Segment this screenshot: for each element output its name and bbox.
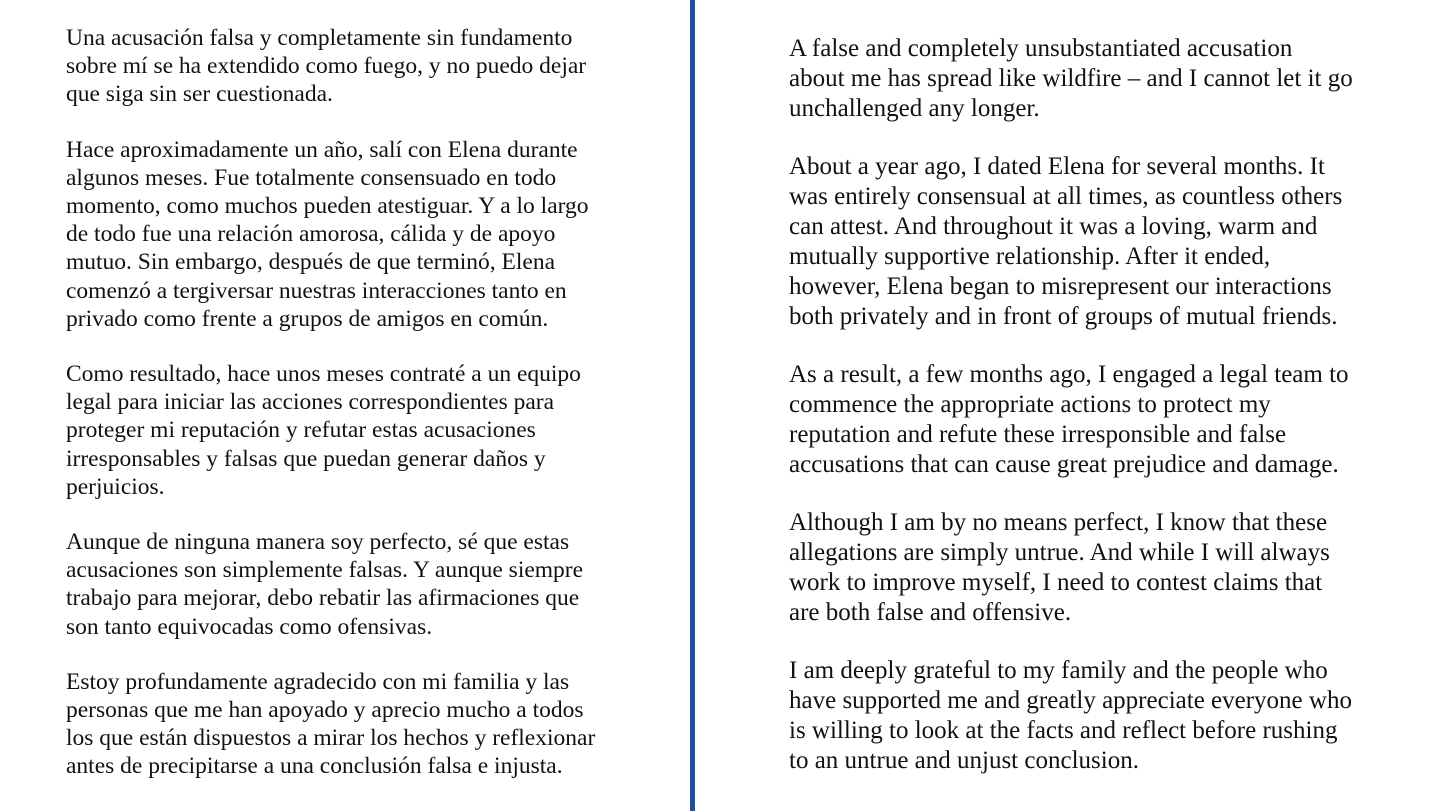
- text-line: As a result, a few months ago, I engaged a legal team to: [789, 361, 1349, 388]
- text-line: is willing to look at the facts and reflect before rushing: [789, 717, 1338, 744]
- text-line: que siga sin ser cuestionada.: [66, 81, 333, 108]
- text-line: reputation and refute these irresponsible and false: [789, 421, 1287, 448]
- text-line: Una acusación falsa y completamente sin fundamento: [66, 25, 573, 51]
- text-line: about me has spread like wildfire – and I cannot let it go: [789, 65, 1353, 92]
- text-line: acusaciones son simplemente falsas. Y aunque siempre: [66, 557, 584, 584]
- text-line: mutuo. Sin embargo, después de que terminó, Elena: [66, 249, 556, 276]
- spanish-paragraph-3: [66, 360, 666, 501]
- text-line: About a year ago, I dated Elena for several months. It: [789, 153, 1325, 180]
- spanish-paragraph-5: [66, 668, 666, 781]
- text-line: Aunque de ninguna manera soy perfecto, sé que estas: [66, 529, 570, 556]
- text-line: perjuicios.: [66, 473, 165, 500]
- text-line: trabajo para mejorar, debo rebatir las afirmaciones que: [66, 585, 580, 612]
- spanish-paragraph-2: [66, 136, 666, 333]
- text-line: personas que me han apoyado y aprecio mucho a todos: [66, 697, 584, 724]
- text-line: however, Elena began to misrepresent our interactions: [789, 273, 1332, 300]
- text-line: privado como frente a grupos de amigos en común.: [66, 305, 549, 332]
- text-line: Estoy profundamente agradecido con mi familia y las: [66, 668, 570, 695]
- column-divider: [690, 0, 695, 811]
- text-line: to an untrue and unjust conclusion.: [789, 747, 1139, 774]
- text-line: antes de precipitarse a una conclusión falsa e injusta.: [66, 753, 563, 780]
- text-line: unchallenged any longer.: [789, 95, 1040, 122]
- text-line: algunos meses. Fue totalmente consensuado en todo: [66, 164, 557, 191]
- english-paragraph-4: [789, 508, 1429, 628]
- text-line: are both false and offensive.: [789, 599, 1072, 626]
- text-line: sobre mí se ha extendido como fuego, y no puedo dejar: [66, 53, 587, 80]
- text-line: mutually supportive relationship. After it ended,: [789, 243, 1271, 270]
- text-line: son tanto equivocadas como ofensivas.: [66, 613, 433, 640]
- english-paragraph-5: [789, 656, 1429, 776]
- text-line: A false and completely unsubstantiated accusation: [789, 35, 1293, 62]
- english-paragraph-1: [789, 34, 1429, 124]
- text-line: I am deeply grateful to my family and the people who: [789, 657, 1328, 684]
- text-line: de todo fue una relación amorosa, cálida y de apoyo: [66, 221, 556, 248]
- spanish-paragraph-4: [66, 528, 666, 641]
- text-line: work to improve myself, I need to contest claims that: [789, 569, 1323, 596]
- text-line: have supported me and greatly appreciate everyone who: [789, 687, 1352, 714]
- text-line: allegations are simply untrue. And while I will always: [789, 539, 1330, 566]
- text-line: can attest. And throughout it was a loving, warm and: [789, 213, 1318, 240]
- text-line: momento, como muchos pueden atestiguar. Y a lo largo: [66, 193, 589, 220]
- english-paragraph-3: [789, 360, 1429, 480]
- text-line: Como resultado, hace unos meses contraté a un equipo: [66, 361, 581, 388]
- text-line: commence the appropriate actions to protect my: [789, 391, 1271, 418]
- text-line: accusations that can cause great prejudice and damage.: [789, 451, 1339, 478]
- text-line: los que están dispuestos a mirar los hechos y reflexionar: [66, 725, 596, 752]
- text-line: Hace aproximadamente un año, salí con Elena durante: [66, 136, 578, 163]
- english-paragraph-2: [789, 152, 1429, 332]
- spanish-paragraph-1: [66, 24, 666, 109]
- english-column: [789, 34, 1429, 804]
- text-line: comenzó a tergiversar nuestras interacciones tanto en: [66, 277, 567, 304]
- text-line: Although I am by no means perfect, I know that these: [789, 509, 1328, 536]
- text-line: both privately and in front of groups of mutual friends.: [789, 303, 1338, 330]
- text-line: legal para iniciar las acciones correspondientes para: [66, 389, 555, 416]
- spanish-column: [66, 24, 666, 808]
- text-line: irresponsables y falsas que puedan generar daños y: [66, 445, 546, 472]
- text-line: proteger mi reputación y refutar estas acusaciones: [66, 417, 536, 444]
- text-line: was entirely consensual at all times, as countless others: [789, 183, 1343, 210]
